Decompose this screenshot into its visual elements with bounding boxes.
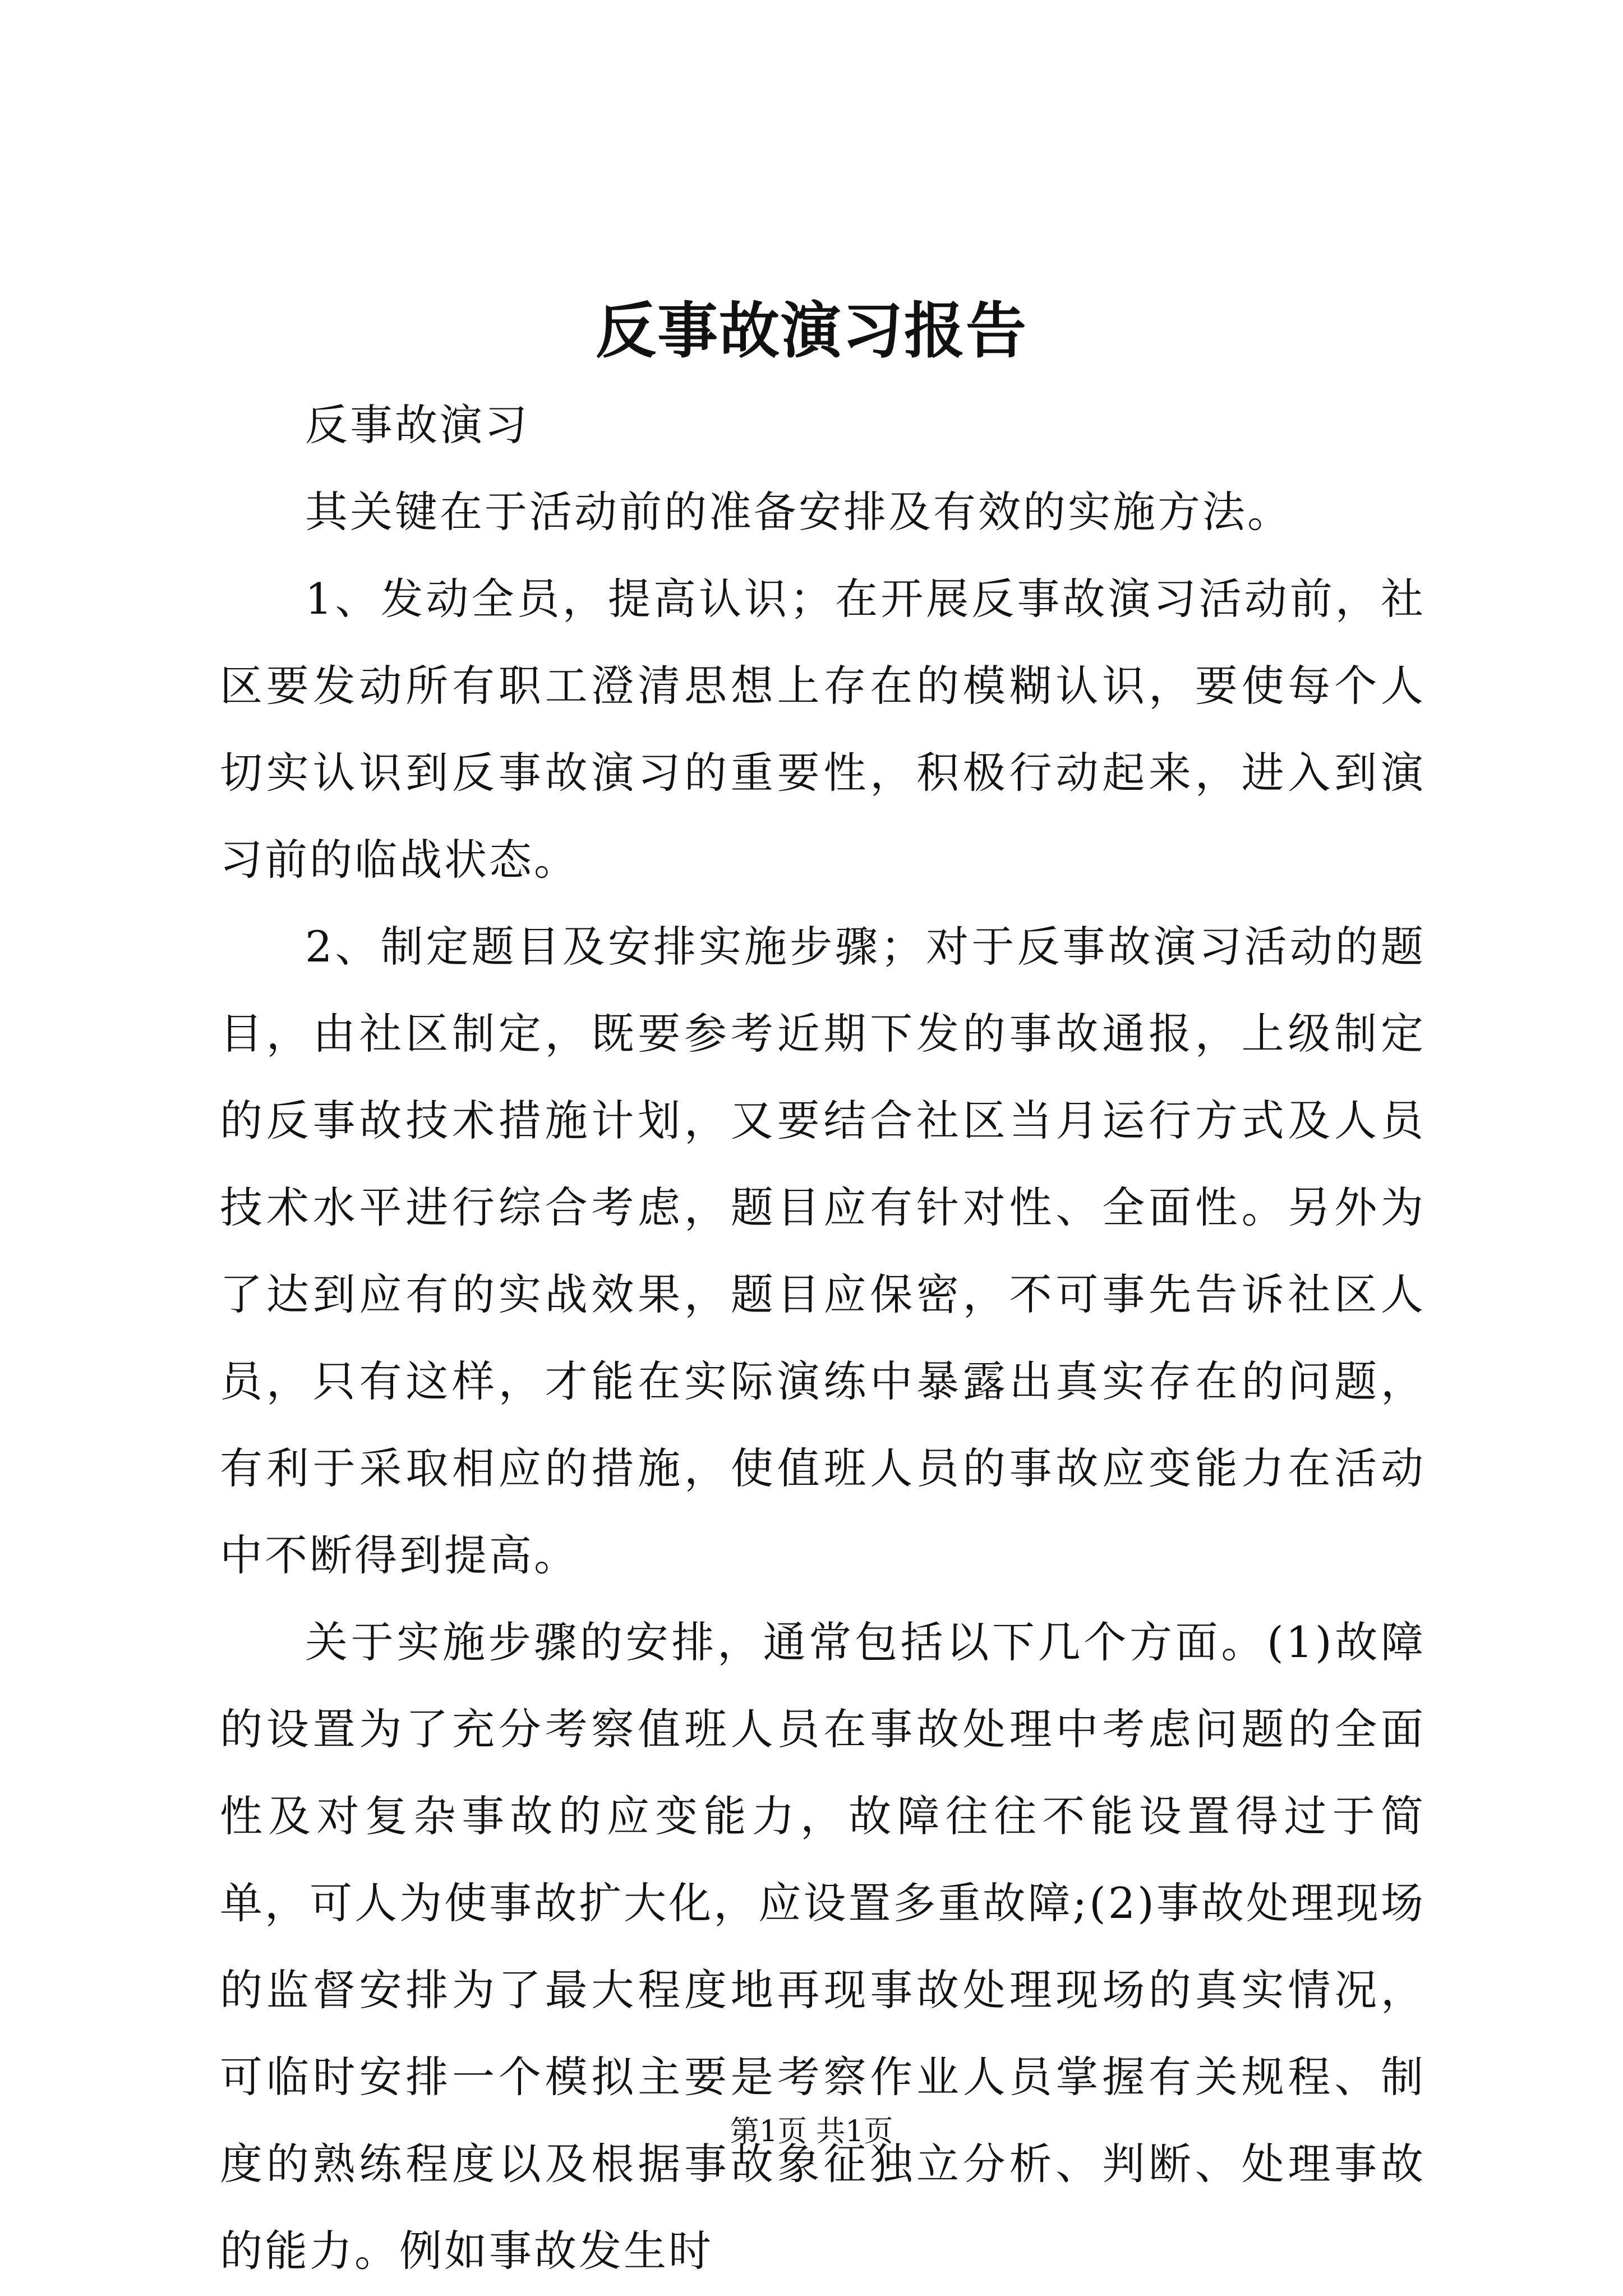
- paragraph-intro: 其关键在于活动前的准备安排及有效的实施方法。: [305, 487, 1292, 537]
- paragraph-item-2: 2、制定题目及安排实施步骤；对于反事故演习活动的题目，由社区制定，既要参考近期下发的事故通报，上级制定的反事故技术措施计划，又要结合社区当月运行方式及人员技术水平进行综合考虑，题目应有针对性、全面性。另外为了达到应有的实战效果，题目应保密，不可事先告诉社区人员，只有这样，才能在实际演练中暴露出真实存在的问题，有利于采取相应的措施，使值班人员的事故应变能力在活动中不断得到提高。: [220, 922, 1426, 1580]
- document-body: [220, 381, 1426, 2294]
- page-footer: 第1页 共1页: [730, 2115, 893, 2148]
- paragraph-item-1: 1、发动全员，提高认识；在开展反事故演习活动前，社区要发动所有职工澄清思想上存在的模糊认识，要使每个人切实认识到反事故演习的重要性，积极行动起来，进入到演习前的临战状态。: [220, 574, 1426, 885]
- paragraph-subtitle: 反事故演习: [305, 400, 529, 450]
- document-title: 反事故演习报告: [595, 296, 1027, 366]
- paragraph-implementation-steps: 关于实施步骤的安排，通常包括以下几个方面。(1)故障的设置为了充分考察值班人员在事故处理中考虑问题的全面性及对复杂事故的应变能力，故障往往不能设置得过于简单，可人为使事故扩大化，应设置多重故障;(2)事故处理现场的监督安排为了最大程度地再现事故处理现场的真实情况，可临时安排一个模拟主要是考察作业人员掌握有关规程、制度的熟练程度以及根据事故象征独立分析、判断、处理事故的能力。例如事故发生时: [220, 1617, 1426, 2276]
